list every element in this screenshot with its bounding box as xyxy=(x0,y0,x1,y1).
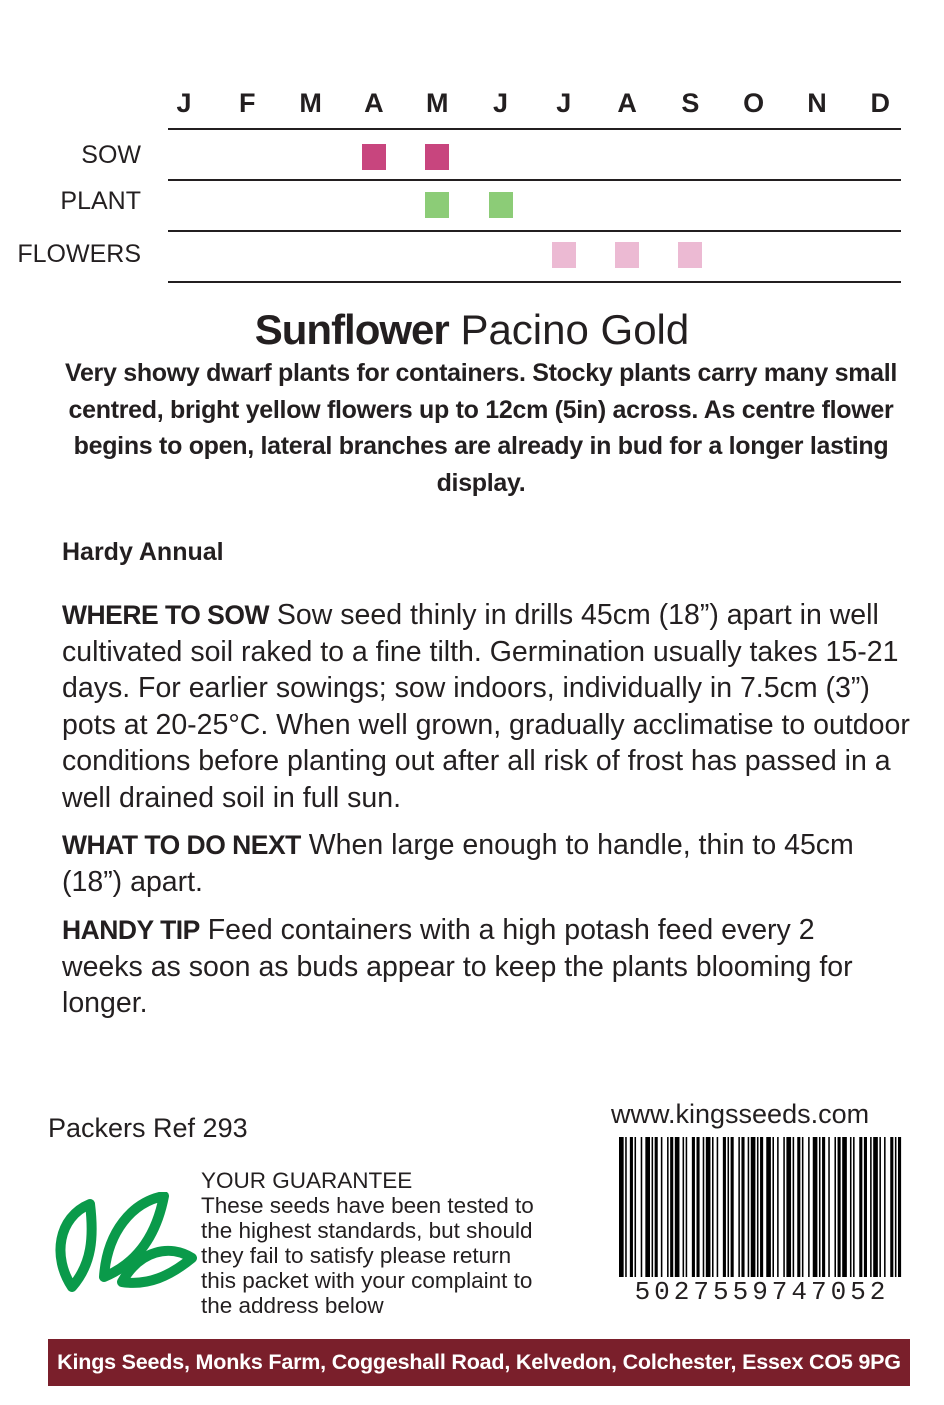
barcode-bar xyxy=(703,1137,705,1297)
calendar-cell-flowers xyxy=(678,242,702,268)
barcode-bar xyxy=(670,1137,673,1297)
calendar-month: A xyxy=(617,88,637,118)
barcode-bar xyxy=(706,1137,711,1297)
calendar-cell-flowers xyxy=(552,242,576,268)
where-to-sow-section xyxy=(62,597,912,817)
barcode-bar xyxy=(686,1137,688,1297)
calendar-month: J xyxy=(176,88,192,118)
barcode-bar xyxy=(819,1137,821,1297)
barcode-bar xyxy=(772,1137,774,1297)
guarantee-line: the highest standards, but should xyxy=(201,1218,533,1243)
barcode-bar xyxy=(793,1137,795,1297)
guarantee-line: they fail to satisfy please return xyxy=(201,1243,512,1268)
barcode-bar xyxy=(808,1137,810,1297)
barcode-bar xyxy=(751,1137,756,1297)
barcode-bar xyxy=(652,1137,654,1297)
barcode-bar xyxy=(683,1137,685,1297)
barcode-bar xyxy=(641,1137,643,1297)
barcode-bar xyxy=(738,1137,740,1297)
barcode-bar xyxy=(760,1137,763,1297)
sowing-calendar xyxy=(0,0,944,300)
calendar-month: A xyxy=(364,88,384,118)
leaf-logo-icon xyxy=(52,1192,197,1292)
calendar-month: D xyxy=(870,88,891,118)
where-to-sow-heading: WHERE TO SOW xyxy=(62,600,269,630)
barcode-bar xyxy=(635,1137,637,1297)
barcode-bar xyxy=(757,1137,759,1297)
what-to-do-next-heading: WHAT TO DO NEXT xyxy=(62,830,301,860)
barcode-bar xyxy=(655,1137,658,1297)
barcode-bar xyxy=(870,1137,872,1297)
guarantee-block xyxy=(201,1168,601,1318)
barcode-bar xyxy=(717,1137,719,1297)
calendar-row-label-flowers: FLOWERS xyxy=(17,240,141,268)
barcode-bar xyxy=(728,1137,730,1297)
product-title xyxy=(0,306,944,354)
product-name: Sunflower xyxy=(254,306,449,353)
barcode-bar xyxy=(630,1137,633,1297)
barcode-bar xyxy=(748,1137,750,1297)
calendar-month: F xyxy=(239,88,256,118)
barcode-bar xyxy=(741,1137,744,1297)
barcode-bar xyxy=(675,1137,680,1297)
plant-type: Hardy Annual xyxy=(62,538,224,566)
barcode-bar xyxy=(766,1137,771,1297)
calendar-row-label-plant: PLANT xyxy=(60,187,141,215)
calendar-divider xyxy=(168,179,901,181)
packers-ref: Packers Ref 293 xyxy=(48,1113,248,1143)
barcode-bar xyxy=(873,1137,878,1297)
website-link[interactable]: www.kingsseeds.com xyxy=(611,1099,870,1129)
product-description: Very showy dwarf plants for containers. Stocky plants carry many small centred, bright yellow flowers up to 12cm (5in) across. As centre flower begins to open, lateral branches are already in bud for a longer lasting display. xyxy=(64,359,898,497)
calendar-month: M xyxy=(299,88,322,118)
barcode-bar xyxy=(783,1137,785,1297)
handy-tip-text: Feed containers with a high potash feed every 2 weeks as soon as buds appear to keep the plants blooming for longer. xyxy=(62,914,853,1020)
calendar-cell-flowers xyxy=(615,242,639,268)
guarantee-line: the address below xyxy=(201,1293,384,1318)
barcode-bar xyxy=(619,1137,624,1297)
barcode-bar xyxy=(667,1137,669,1297)
barcode-bar xyxy=(890,1137,893,1297)
calendar-month: N xyxy=(807,88,827,118)
barcode-bar xyxy=(712,1137,714,1297)
guarantee-line: this packet with your complaint to xyxy=(201,1268,533,1293)
guarantee-line: These seeds have been tested to xyxy=(201,1193,534,1218)
calendar-cell-plant xyxy=(425,192,449,218)
what-to-do-next-text: When large enough to handle, thin to 45cm (18”) apart. xyxy=(62,829,854,898)
calendar-month: O xyxy=(743,88,765,118)
barcode-bar xyxy=(797,1137,800,1297)
barcode-bar xyxy=(813,1137,818,1297)
barcode-bar xyxy=(625,1137,627,1297)
barcode-bar xyxy=(828,1137,830,1297)
calendar-month: S xyxy=(681,88,700,118)
barcode-bar xyxy=(864,1137,867,1297)
calendar-month: M xyxy=(425,88,449,118)
barcode-bar xyxy=(731,1137,734,1297)
barcode-bar xyxy=(786,1137,791,1297)
barcode-bar xyxy=(645,1137,650,1297)
barcode-bar xyxy=(895,1137,897,1297)
handy-tip-section xyxy=(62,912,892,1022)
calendar-cell-sow xyxy=(425,144,449,170)
barcode-bar xyxy=(777,1137,779,1297)
handy-tip-heading: HANDY TIP xyxy=(62,915,200,945)
what-to-do-next-section xyxy=(62,827,912,900)
barcode-bar xyxy=(842,1137,847,1297)
calendar-divider xyxy=(168,230,901,232)
address-banner: Kings Seeds, Monks Farm, Coggeshall Road, Kelvedon, Colchester, Essex CO5 9PG xyxy=(48,1339,910,1386)
barcode-bar xyxy=(879,1137,881,1297)
product-variety: Pacino Gold xyxy=(460,306,690,353)
barcode-bar xyxy=(838,1137,841,1297)
barcode-bar xyxy=(723,1137,726,1297)
barcode-bar xyxy=(859,1137,862,1297)
calendar-divider xyxy=(168,128,901,130)
barcode-number: 5027559747052 xyxy=(617,1277,907,1307)
guarantee-title: YOUR GUARANTEE xyxy=(201,1168,413,1193)
calendar-month: J xyxy=(492,88,509,118)
calendar-cell-sow xyxy=(362,144,386,170)
barcode-bar xyxy=(850,1137,852,1297)
calendar-cell-plant xyxy=(489,192,513,218)
barcode xyxy=(617,1137,907,1297)
barcode-bar xyxy=(802,1137,804,1297)
calendar-divider xyxy=(168,281,901,283)
barcode-bar xyxy=(898,1137,901,1297)
barcode-bar xyxy=(697,1137,700,1297)
barcode-bar xyxy=(661,1137,663,1297)
where-to-sow-text: Sow seed thinly in drills 45cm (18”) apart in well cultivated soil raked to a fine tilth. Germination usually takes 15-21 days. For earlier sowings; sow indoors, individually in 7.5cm (3”) pots at 20-25°C. When well grown, gradually acclimatise to outdoor conditions before planting out after all risk of frost has passed in a well drained soil in full sun. xyxy=(62,599,910,814)
barcode-bar xyxy=(822,1137,825,1297)
calendar-row-label-sow: SOW xyxy=(81,141,141,169)
barcode-bar xyxy=(834,1137,836,1297)
barcode-bar xyxy=(853,1137,855,1297)
calendar-month: J xyxy=(556,88,572,118)
barcode-bar xyxy=(884,1137,886,1297)
barcode-bar xyxy=(692,1137,695,1297)
